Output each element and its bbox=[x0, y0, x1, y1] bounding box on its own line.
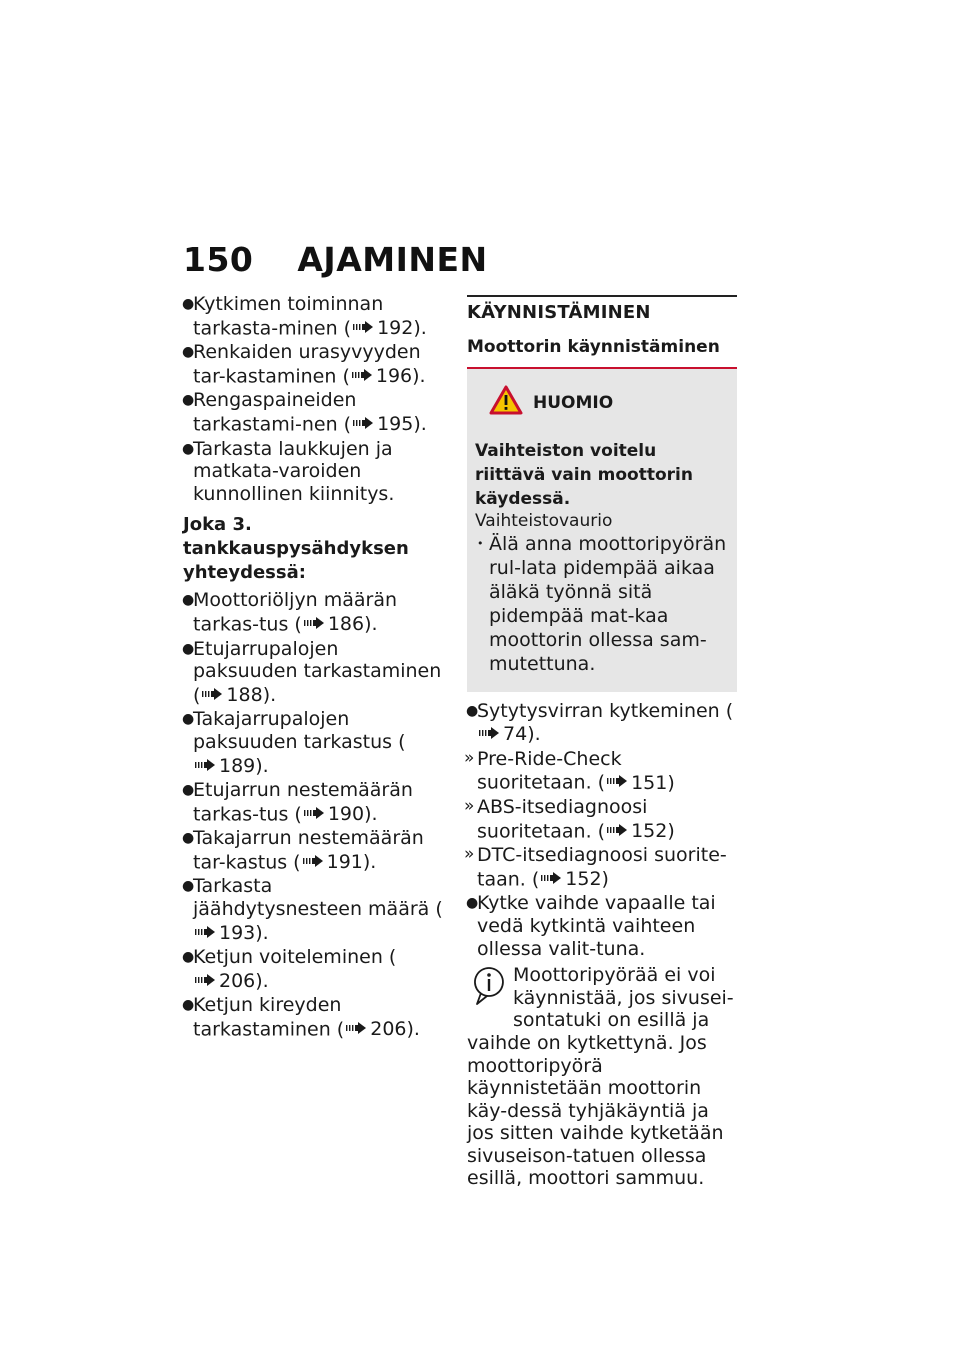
page-reference[interactable] bbox=[301, 851, 377, 873]
list-item-text: Renkaiden urasyvyyden tar-kastaminen ( bbox=[193, 341, 421, 388]
bullet-mark: ● bbox=[466, 702, 479, 719]
list-item bbox=[183, 827, 447, 875]
result-mark: » bbox=[464, 795, 475, 816]
page-reference-number: 152 bbox=[565, 868, 602, 891]
page-reference-number: 152 bbox=[631, 819, 668, 842]
reference-tail: ). bbox=[412, 365, 426, 388]
page-header bbox=[183, 240, 488, 279]
page-reference-number: 190 bbox=[327, 802, 365, 825]
chapter-title: AJAMINEN bbox=[297, 240, 488, 279]
bullet-mark: ● bbox=[182, 344, 195, 361]
list-item bbox=[464, 795, 737, 844]
right-column bbox=[464, 293, 737, 1190]
bullet-mark: ● bbox=[182, 592, 195, 609]
page-reference[interactable] bbox=[605, 772, 675, 794]
list-item bbox=[183, 994, 447, 1042]
warning-triangle-icon bbox=[489, 385, 523, 421]
section-divider bbox=[467, 295, 737, 297]
page-reference-arrow-icon bbox=[541, 867, 561, 890]
page-reference[interactable] bbox=[302, 613, 378, 635]
page-reference-number: 192 bbox=[377, 316, 414, 339]
reference-tail: ) bbox=[667, 819, 675, 842]
bullet-mark: ● bbox=[182, 440, 195, 457]
page-reference[interactable] bbox=[351, 413, 427, 435]
page-reference-number: 195 bbox=[377, 413, 414, 436]
page-reference-number: 189 bbox=[219, 754, 256, 777]
page-reference-arrow-icon bbox=[202, 683, 222, 706]
list-item bbox=[464, 844, 737, 892]
list-item bbox=[183, 779, 447, 827]
checklist-refuel bbox=[183, 589, 447, 1042]
notice-warning-text: Vaihteiston voitelu riittävä vain moottorin käydessä. bbox=[475, 440, 693, 509]
notice-label: HUOMIO bbox=[533, 392, 614, 413]
start-procedure bbox=[464, 699, 737, 961]
list-item-text: Pre-Ride-Check suoritetaan. ( bbox=[477, 747, 622, 794]
info-icon bbox=[473, 966, 505, 1012]
list-item-text: Sytytysvirran kytkeminen ( bbox=[477, 699, 734, 722]
page-reference-number: 206 bbox=[219, 970, 256, 993]
list-item-text: Takajarrun nestemäärän tar-kastus ( bbox=[193, 827, 424, 874]
list-item-text: Tarkasta laukkujen ja matkata-varoiden kunnollinen kiinnitys. bbox=[193, 437, 395, 505]
page-reference-number: 193 bbox=[219, 921, 256, 944]
reference-tail: ). bbox=[413, 316, 427, 339]
list-item-text: Ketjun voiteleminen ( bbox=[193, 946, 397, 969]
result-mark: » bbox=[464, 747, 475, 768]
reference-tail: ) bbox=[667, 771, 675, 794]
page-reference[interactable] bbox=[200, 684, 276, 706]
page-reference[interactable] bbox=[350, 365, 426, 387]
page-reference-number: 74 bbox=[503, 723, 528, 746]
list-item-text: Moottoriöljyn määrän tarkas-tus ( bbox=[193, 589, 398, 636]
notice-consequence: Vaihteistovaurio bbox=[475, 510, 613, 531]
list-item-text: DTC-itsediagnoosi suorite-taan. ( bbox=[477, 844, 727, 891]
page-reference[interactable] bbox=[302, 803, 378, 825]
bullet-mark: ● bbox=[182, 997, 195, 1014]
bullet-mark: ● bbox=[182, 878, 195, 895]
checklist-subheading: Joka 3. tankkauspysähdyksen yhteydessä: bbox=[183, 514, 409, 584]
bullet-mark: ● bbox=[182, 711, 195, 728]
page-reference[interactable] bbox=[351, 317, 427, 339]
page-reference-arrow-icon bbox=[479, 722, 499, 745]
list-item-text: Kytke vaihde vapaalle tai vedä kytkintä vaihteen ollessa valit-tuna. bbox=[477, 892, 716, 960]
reference-tail: ) bbox=[601, 868, 609, 891]
list-item-text: Etujarrupalojen paksuuden tarkastaminen ( bbox=[193, 637, 442, 707]
page-number: 150 bbox=[183, 240, 254, 279]
page-reference-arrow-icon bbox=[195, 969, 215, 992]
notice-instruction-text: Älä anna moottoripyörän rul-lata pidempää aikaa äläkä työnnä sitä pidempää mat-kaa moottorin ollessa sam-mutettuna. bbox=[489, 532, 727, 675]
result-mark: » bbox=[464, 844, 475, 865]
page-reference-number: 196 bbox=[375, 365, 413, 388]
list-item bbox=[183, 341, 447, 389]
bullet-mark: ● bbox=[182, 640, 195, 657]
page-reference-arrow-icon bbox=[353, 316, 373, 339]
info-text: Moottoripyörää ei voi käynnistää, jos sivusei-sontatuki on esillä ja vaihde on kytkettynä. Jos moottoripyörä käynnistetään moottorin käy-dessä tyhjäkäyntiä ja jos sitten vaihde kytketään sivuseison-tatuen ollessa esillä, moottori sammuu. bbox=[467, 964, 734, 1190]
list-item-text: ABS-itsediagnoosi suoritetaan. ( bbox=[477, 795, 648, 842]
list-item-text: Tarkasta jäähdytysnesteen määrä ( bbox=[193, 875, 443, 921]
reference-tail: ). bbox=[255, 754, 269, 777]
list-item bbox=[475, 532, 727, 676]
reference-tail: ). bbox=[255, 921, 269, 944]
reference-tail: ). bbox=[262, 684, 277, 707]
page-reference-arrow-icon bbox=[303, 850, 323, 873]
page-reference[interactable] bbox=[344, 1018, 420, 1040]
checklist-general bbox=[183, 293, 447, 505]
list-item bbox=[467, 700, 737, 748]
page-reference-arrow-icon bbox=[195, 921, 215, 944]
notice-box bbox=[467, 369, 737, 692]
page-reference-arrow-icon bbox=[607, 770, 627, 793]
page-reference-number: 151 bbox=[631, 771, 668, 794]
list-item-text: Ketjun kireyden tarkastaminen ( bbox=[193, 994, 345, 1041]
page-reference-arrow-icon bbox=[352, 364, 372, 387]
bullet-mark: ● bbox=[182, 830, 195, 847]
page-reference[interactable] bbox=[193, 970, 269, 992]
info-note bbox=[467, 964, 737, 1190]
list-item-text: Takajarrupalojen paksuuden tarkastus ( bbox=[193, 708, 406, 753]
reference-tail: ). bbox=[406, 1018, 420, 1041]
page-reference-arrow-icon bbox=[607, 819, 627, 842]
page-reference[interactable] bbox=[193, 922, 269, 944]
list-item-text: Kytkimen toiminnan tarkasta-minen ( bbox=[193, 293, 384, 339]
list-item bbox=[183, 946, 447, 994]
page-reference-number: 188 bbox=[226, 684, 263, 707]
reference-tail: ). bbox=[413, 413, 427, 436]
page-reference-arrow-icon bbox=[353, 412, 373, 435]
reference-tail: ). bbox=[527, 723, 541, 746]
reference-tail: ). bbox=[364, 802, 378, 825]
page-reference-arrow-icon bbox=[346, 1017, 366, 1040]
list-item bbox=[467, 892, 737, 960]
list-item bbox=[183, 438, 447, 506]
list-item-text: Etujarrun nestemäärän tarkas-tus ( bbox=[193, 779, 413, 825]
page-reference-arrow-icon bbox=[304, 612, 324, 635]
page-reference-number: 206 bbox=[370, 1018, 407, 1041]
reference-tail: ). bbox=[362, 851, 377, 874]
page-reference[interactable] bbox=[477, 723, 541, 745]
reference-tail: ). bbox=[364, 613, 378, 636]
reference-tail: ). bbox=[255, 970, 269, 993]
page-reference-number: 186 bbox=[327, 613, 365, 636]
bullet-mark: • bbox=[477, 536, 484, 550]
page-reference-number: 191 bbox=[326, 851, 363, 874]
bullet-mark: ● bbox=[466, 895, 479, 912]
section-subtitle: Moottorin käynnistäminen bbox=[467, 337, 720, 357]
notice-header bbox=[489, 385, 727, 421]
left-column bbox=[183, 293, 447, 1043]
page-reference[interactable] bbox=[605, 820, 675, 842]
bullet-mark: ● bbox=[182, 392, 195, 409]
list-item-text: Rengaspaineiden tarkastami-nen ( bbox=[193, 389, 357, 436]
list-item bbox=[183, 708, 447, 779]
list-item bbox=[183, 389, 447, 437]
list-item bbox=[183, 589, 447, 637]
page-reference[interactable] bbox=[193, 755, 269, 777]
bullet-mark: ● bbox=[182, 296, 195, 312]
section-title: KÄYNNISTÄMINEN bbox=[467, 302, 651, 323]
page-reference-arrow-icon bbox=[304, 802, 324, 825]
list-item bbox=[183, 875, 447, 946]
page-reference-arrow-icon bbox=[195, 754, 215, 777]
page-reference[interactable] bbox=[539, 868, 609, 890]
bullet-mark: ● bbox=[182, 949, 195, 966]
list-item bbox=[183, 293, 447, 341]
list-item bbox=[464, 747, 737, 796]
list-item bbox=[183, 638, 447, 709]
notice-instructions bbox=[475, 532, 727, 676]
bullet-mark: ● bbox=[182, 782, 195, 799]
